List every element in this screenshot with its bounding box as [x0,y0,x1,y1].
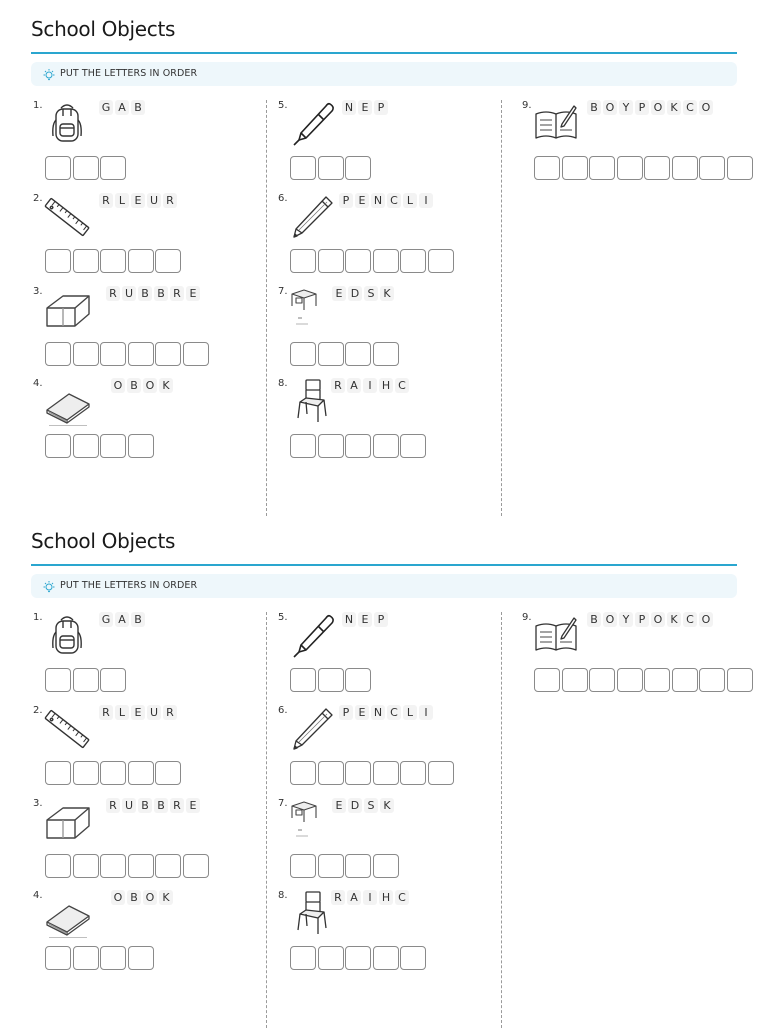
answer-box[interactable] [318,854,344,878]
answer-box[interactable] [128,342,154,366]
item-number: 5. [278,100,288,111]
letter-tile: U [122,798,136,813]
letter-tile: P [635,612,649,627]
answer-box[interactable] [534,668,560,692]
exercise-item [522,612,742,704]
letter-tile: O [603,100,617,115]
letter-tile: C [387,705,401,720]
letter-tile: K [159,890,173,905]
eraser-icon [43,286,91,334]
answer-boxes [45,434,155,458]
book-icon [43,890,91,938]
desk-icon [288,286,336,334]
letter-tile: B [131,612,145,627]
pencil-icon [288,193,336,241]
answer-box[interactable] [100,342,126,366]
answer-box[interactable] [345,342,371,366]
worksheet [0,512,768,1024]
answer-box[interactable] [318,249,344,273]
letter-tile: R [170,286,184,301]
letter-tile: R [331,378,345,393]
item-number: 9. [522,612,532,623]
answer-box[interactable] [290,249,316,273]
answer-box[interactable] [290,156,316,180]
letter-tile: O [111,890,125,905]
answer-box[interactable] [100,854,126,878]
answer-box[interactable] [183,342,209,366]
answer-box[interactable] [428,761,454,785]
letter-tile: R [331,890,345,905]
answer-boxes [45,342,210,366]
letter-tile: R [163,193,177,208]
column-divider [501,100,502,516]
chair-icon [288,890,336,938]
backpack-icon [43,100,91,148]
answer-boxes [290,156,373,180]
letter-tile: R [106,286,120,301]
letter-tile: A [347,378,361,393]
exercise-item [278,286,498,378]
letter-tile: N [371,705,385,720]
item-number: 6. [278,193,288,204]
answer-boxes [290,946,428,970]
answer-boxes [45,249,183,273]
answer-box[interactable] [617,668,643,692]
letter-tile: L [115,193,129,208]
exercise-item [33,378,253,470]
exercise-item [33,705,253,797]
answer-box[interactable] [100,249,126,273]
answer-boxes [45,946,155,970]
desk-icon [288,798,336,846]
item-number: 4. [33,890,43,901]
exercise-item [522,100,742,192]
answer-box[interactable] [345,668,371,692]
letter-tile: N [342,612,356,627]
answer-boxes [290,342,400,366]
exercise-item [278,193,498,285]
letter-tile: I [419,193,433,208]
answer-boxes [45,156,128,180]
letter-tile: Y [619,100,633,115]
answer-box[interactable] [73,668,99,692]
column-divider [501,612,502,1028]
letter-tile: K [667,612,681,627]
scrambled-letters [331,890,409,905]
answer-boxes [290,434,428,458]
letter-tile: P [635,100,649,115]
letter-tile: S [364,286,378,301]
letter-tile: E [186,286,200,301]
letter-tile: U [147,705,161,720]
answer-boxes [45,854,210,878]
answer-boxes [290,668,373,692]
answer-box[interactable] [318,434,344,458]
answer-box[interactable] [373,854,399,878]
worksheet-title: School Objects [31,529,176,553]
letter-tile: P [339,193,353,208]
chair-icon [288,378,336,426]
scrambled-letters [99,100,145,115]
scrambled-letters [332,798,394,813]
scrambled-letters [587,100,713,115]
answer-box[interactable] [400,946,426,970]
letter-tile: G [99,612,113,627]
scrambled-letters [99,612,145,627]
letter-tile: U [122,286,136,301]
letter-tile: O [699,100,713,115]
answer-box[interactable] [100,156,126,180]
letter-tile: K [380,286,394,301]
letter-tile: E [131,705,145,720]
letter-tile: B [131,100,145,115]
answer-box[interactable] [373,342,399,366]
letter-tile: P [374,100,388,115]
letter-tile: B [587,612,601,627]
letter-tile: U [147,193,161,208]
answer-box[interactable] [290,668,316,692]
letter-tile: E [131,193,145,208]
answer-box[interactable] [73,156,99,180]
worksheet [0,0,768,512]
worksheet-title: School Objects [31,17,176,41]
exercise-item [33,100,253,192]
answer-box[interactable] [73,854,99,878]
letter-tile: R [99,705,113,720]
answer-box[interactable] [290,946,316,970]
letter-tile: D [348,798,362,813]
pen-icon [288,100,336,148]
scrambled-letters [106,798,200,813]
answer-boxes [45,761,183,785]
answer-box[interactable] [345,434,371,458]
letter-tile: H [379,378,393,393]
letter-tile: A [347,890,361,905]
letter-tile: L [403,193,417,208]
item-number: 5. [278,612,288,623]
letter-tile: O [111,378,125,393]
letter-tile: C [395,378,409,393]
item-number: 3. [33,798,43,809]
answer-box[interactable] [155,854,181,878]
letter-tile: A [115,100,129,115]
answer-box[interactable] [727,156,753,180]
letter-tile: E [186,798,200,813]
answer-box[interactable] [128,761,154,785]
answer-box[interactable] [373,434,399,458]
answer-box[interactable] [400,761,426,785]
answer-box[interactable] [100,946,126,970]
instruction-banner [31,62,737,86]
letter-tile: O [699,612,713,627]
item-number: 1. [33,612,43,623]
answer-box[interactable] [45,156,71,180]
instruction-banner [31,574,737,598]
letter-tile: B [127,378,141,393]
answer-box[interactable] [699,668,725,692]
answer-box[interactable] [644,668,670,692]
letter-tile: R [99,193,113,208]
answer-box[interactable] [672,156,698,180]
letter-tile: O [143,890,157,905]
answer-box[interactable] [128,434,154,458]
answer-box[interactable] [373,946,399,970]
answer-box[interactable] [345,156,371,180]
answer-box[interactable] [100,668,126,692]
letter-tile: K [380,798,394,813]
answer-box[interactable] [318,761,344,785]
answer-box[interactable] [155,249,181,273]
answer-box[interactable] [155,342,181,366]
scrambled-letters [99,193,177,208]
answer-boxes [290,761,455,785]
answer-box[interactable] [699,156,725,180]
letter-tile: O [651,612,665,627]
letter-tile: R [106,798,120,813]
answer-box[interactable] [589,668,615,692]
item-number: 2. [33,705,43,716]
answer-box[interactable] [45,854,71,878]
answer-box[interactable] [534,156,560,180]
letter-tile: R [163,705,177,720]
copybook-icon [532,612,580,660]
instruction-text: PUT THE LETTERS IN ORDER [60,68,198,79]
letter-tile: R [170,798,184,813]
item-number: 3. [33,286,43,297]
letter-tile: O [603,612,617,627]
answer-box[interactable] [100,434,126,458]
letter-tile: I [419,705,433,720]
answer-box[interactable] [345,249,371,273]
answer-box[interactable] [318,156,344,180]
letter-tile: B [154,798,168,813]
letter-tile: E [358,612,372,627]
answer-box[interactable] [45,342,71,366]
exercise-item [278,100,498,192]
answer-box[interactable] [45,946,71,970]
letter-tile: L [403,705,417,720]
exercise-item [33,612,253,704]
letter-tile: N [371,193,385,208]
title-divider [31,564,737,566]
letter-tile: B [587,100,601,115]
answer-box[interactable] [45,434,71,458]
letter-tile: B [138,286,152,301]
answer-box[interactable] [562,668,588,692]
scrambled-letters [331,378,409,393]
letter-tile: A [115,612,129,627]
answer-box[interactable] [318,946,344,970]
answer-box[interactable] [644,156,670,180]
item-number: 8. [278,890,288,901]
ruler-icon [43,193,91,241]
scrambled-letters [106,286,200,301]
answer-box[interactable] [672,668,698,692]
letter-tile: S [364,798,378,813]
scrambled-letters [111,890,173,905]
answer-boxes [290,854,400,878]
answer-box[interactable] [318,342,344,366]
book-icon [43,378,91,426]
letter-tile: E [332,798,346,813]
column-divider [266,612,267,1028]
answer-box[interactable] [128,946,154,970]
answer-box[interactable] [73,249,99,273]
answer-box[interactable] [290,761,316,785]
letter-tile: O [651,100,665,115]
copybook-icon [532,100,580,148]
letter-tile: K [159,378,173,393]
scrambled-letters [342,612,388,627]
letter-tile: L [115,705,129,720]
exercise-item [33,798,253,890]
item-number: 2. [33,193,43,204]
scrambled-letters [111,378,173,393]
exercise-item [33,193,253,285]
letter-tile: C [387,193,401,208]
lightbulb-icon [42,67,56,81]
answer-box[interactable] [73,434,99,458]
letter-tile: G [99,100,113,115]
letter-tile: E [355,193,369,208]
ruler-icon [43,705,91,753]
eraser-icon [43,798,91,846]
scrambled-letters [342,100,388,115]
item-number: 1. [33,100,43,111]
letter-tile: B [154,286,168,301]
letter-tile: C [683,100,697,115]
item-number: 4. [33,378,43,389]
answer-box[interactable] [400,249,426,273]
item-number: 7. [278,798,288,809]
answer-boxes [534,668,754,692]
letter-tile: I [363,890,377,905]
answer-box[interactable] [183,854,209,878]
answer-box[interactable] [73,946,99,970]
instruction-text: PUT THE LETTERS IN ORDER [60,580,198,591]
answer-box[interactable] [373,249,399,273]
answer-box[interactable] [45,668,71,692]
answer-box[interactable] [400,434,426,458]
answer-box[interactable] [290,854,316,878]
letter-tile: Y [619,612,633,627]
letter-tile: E [355,705,369,720]
exercise-item [278,378,498,470]
answer-boxes [534,156,754,180]
letter-tile: H [379,890,393,905]
letter-tile: B [138,798,152,813]
answer-box[interactable] [73,342,99,366]
scrambled-letters [339,705,433,720]
pen-icon [288,612,336,660]
letter-tile: E [332,286,346,301]
scrambled-letters [99,705,177,720]
exercise-item [33,890,253,982]
exercise-item [278,798,498,890]
item-number: 7. [278,286,288,297]
answer-box[interactable] [345,761,371,785]
letter-tile: P [374,612,388,627]
letter-tile: C [683,612,697,627]
answer-box[interactable] [345,854,371,878]
answer-box[interactable] [128,854,154,878]
scrambled-letters [332,286,394,301]
exercise-item [278,890,498,982]
answer-box[interactable] [45,761,71,785]
answer-box[interactable] [617,156,643,180]
letter-tile: K [667,100,681,115]
title-divider [31,52,737,54]
letter-tile: N [342,100,356,115]
answer-boxes [290,249,455,273]
answer-box[interactable] [428,249,454,273]
letter-tile: B [127,890,141,905]
letter-tile: P [339,705,353,720]
answer-box[interactable] [290,434,316,458]
item-number: 9. [522,100,532,111]
column-divider [266,100,267,516]
pencil-icon [288,705,336,753]
answer-box[interactable] [128,249,154,273]
answer-box[interactable] [727,668,753,692]
answer-box[interactable] [562,156,588,180]
exercise-item [278,705,498,797]
answer-box[interactable] [373,761,399,785]
answer-box[interactable] [589,156,615,180]
letter-tile: D [348,286,362,301]
letter-tile: I [363,378,377,393]
answer-box[interactable] [45,249,71,273]
answer-box[interactable] [73,761,99,785]
exercise-item [278,612,498,704]
answer-box[interactable] [345,946,371,970]
answer-box[interactable] [100,761,126,785]
letter-tile: E [358,100,372,115]
answer-box[interactable] [318,668,344,692]
item-number: 6. [278,705,288,716]
letter-tile: O [143,378,157,393]
answer-box[interactable] [290,342,316,366]
exercise-item [33,286,253,378]
scrambled-letters [587,612,713,627]
backpack-icon [43,612,91,660]
answer-box[interactable] [155,761,181,785]
item-number: 8. [278,378,288,389]
lightbulb-icon [42,579,56,593]
answer-boxes [45,668,128,692]
letter-tile: C [395,890,409,905]
scrambled-letters [339,193,433,208]
